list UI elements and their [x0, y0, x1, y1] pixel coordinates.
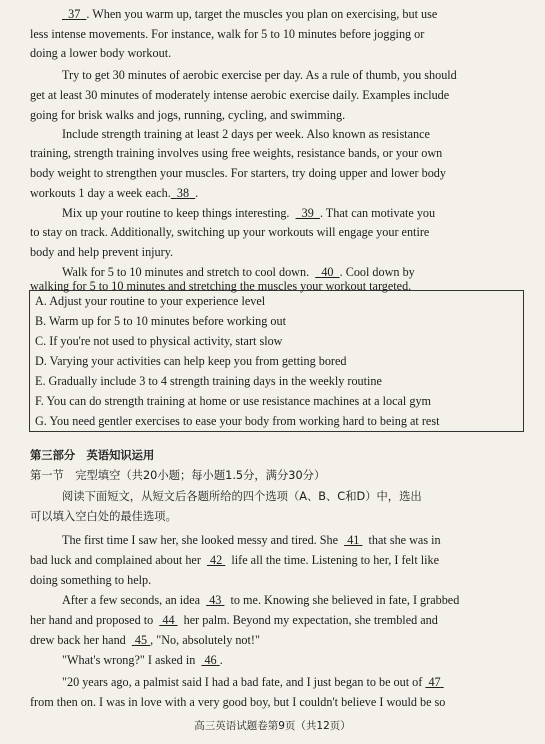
passage-line: doing something to help. [30, 573, 152, 587]
line-text: workouts 1 day a week each. [30, 186, 171, 200]
line-text: The first time I saw her, she looked messy and tired. She [62, 533, 339, 547]
line-text: . Cool down by [339, 265, 415, 279]
blank-44: 44 [162, 613, 175, 627]
passage-line [30, 203, 525, 224]
line-text: drew back her hand [30, 633, 126, 647]
passage-line [30, 550, 525, 571]
passage-line [30, 610, 525, 631]
line-text: to me. Knowing she believed in fate, I grabbed [230, 593, 460, 607]
line-text: bad luck and complained about her [30, 553, 201, 567]
passage-line: less intense movements. For instance, walk for 5 to 10 minutes before jogging or [30, 27, 425, 41]
passage-line [30, 183, 525, 204]
passage-line: from then on. I was in love with a very good boy, but I couldn't believe I would be so [30, 695, 446, 709]
passage-line: going for brisk walks and jogs, running, cycling, and swimming. [30, 108, 346, 122]
blank-43: 43 [209, 593, 222, 607]
page-footer: 高三英语试题卷第9页（共12页） [194, 720, 351, 732]
line-text: "20 years ago, a palmist said I had a bad fate, and I just began to be out of [62, 675, 423, 689]
line-text: , "No, absolutely not!" [150, 633, 260, 647]
instruction-line: 可以填入空白处的最佳选项。 [30, 510, 177, 523]
blank-46: 46 [204, 653, 217, 667]
line-text: . [219, 653, 223, 667]
passage-line: get at least 30 minutes of moderately intense aerobic exercise daily. Examples include [30, 88, 450, 102]
blank-47: 47 [428, 675, 441, 689]
passage-line: training, strength training involves using free weights, resistance bands, or your own [30, 146, 443, 160]
instruction-line: 阅读下面短文，从短文后各题所给的四个选项（A、B、C和D）中，选出 [62, 490, 422, 503]
passage-line [30, 4, 525, 25]
line-text: After a few seconds, an idea [62, 593, 201, 607]
blank-38: 38 [176, 186, 190, 200]
passage-line: Include strength training at least 2 days per week. Also known as resistance [62, 127, 430, 141]
line-text: . That can motivate you [319, 206, 436, 220]
option-e: E. Gradually include 3 to 4 strength training days in the weekly routine [35, 374, 382, 388]
section-title: 第三部分 英语知识运用 [30, 449, 155, 462]
line-text: her hand and proposed to [30, 613, 154, 627]
line-text: Walk for 5 to 10 minutes and stretch to cool down. [62, 265, 310, 279]
passage-line [30, 650, 525, 671]
blank-39: 39 [301, 206, 314, 220]
line-text: that she was in [368, 533, 441, 547]
passage-line [30, 590, 525, 611]
passage-line: to stay on track. Additionally, switching up your workouts will engage your entire [30, 225, 430, 239]
passage-line: Try to get 30 minutes of aerobic exercise per day. As a rule of thumb, you should [62, 68, 457, 82]
line-text: Mix up your routine to keep things interesting. [62, 206, 290, 220]
blank-40: 40 [321, 265, 334, 279]
option-g: G. You need gentler exercises to ease your body from working hard to being at rest [35, 414, 440, 428]
blank-45: 45 [134, 633, 148, 647]
option-a: A. Adjust your routine to your experience level [35, 294, 266, 308]
line-text: life all the time. Listening to her, I felt like [231, 553, 440, 567]
passage-line: body weight to strengthen your muscles. For starters, try doing upper and lower body [30, 166, 446, 180]
option-f: F. You can do strength training at home or use resistance machines at a local gym [35, 394, 432, 408]
line-text: her palm. Beyond my expectation, she trembled and [183, 613, 438, 627]
line-text: "What's wrong?" I asked in [62, 653, 196, 667]
option-b: B. Warm up for 5 to 10 minutes before working out [35, 314, 286, 328]
passage-line [30, 630, 525, 651]
options-box [29, 290, 524, 432]
passage-line [30, 530, 525, 551]
option-c: C. If you're not used to physical activity, start slow [35, 334, 283, 348]
section-subtitle: 第一节 完型填空（共20小题；每小题1.5分，满分30分） [30, 469, 326, 482]
blank-42: 42 [210, 553, 223, 567]
blank-37: 37 [68, 7, 81, 21]
option-d: D. Varying your activities can help keep you from getting bored [35, 354, 347, 368]
passage-line: doing a lower body workout. [30, 46, 172, 60]
line-text: . [195, 186, 199, 200]
passage-line [30, 672, 525, 693]
blank-41: 41 [347, 533, 360, 547]
passage-line: walking for 5 to 10 minutes and stretching the muscles your workout targeted. [30, 279, 412, 293]
line-text: . When you warm up, target the muscles you plan on exercising, but use [86, 7, 438, 21]
passage-line: body and help prevent injury. [30, 245, 174, 259]
